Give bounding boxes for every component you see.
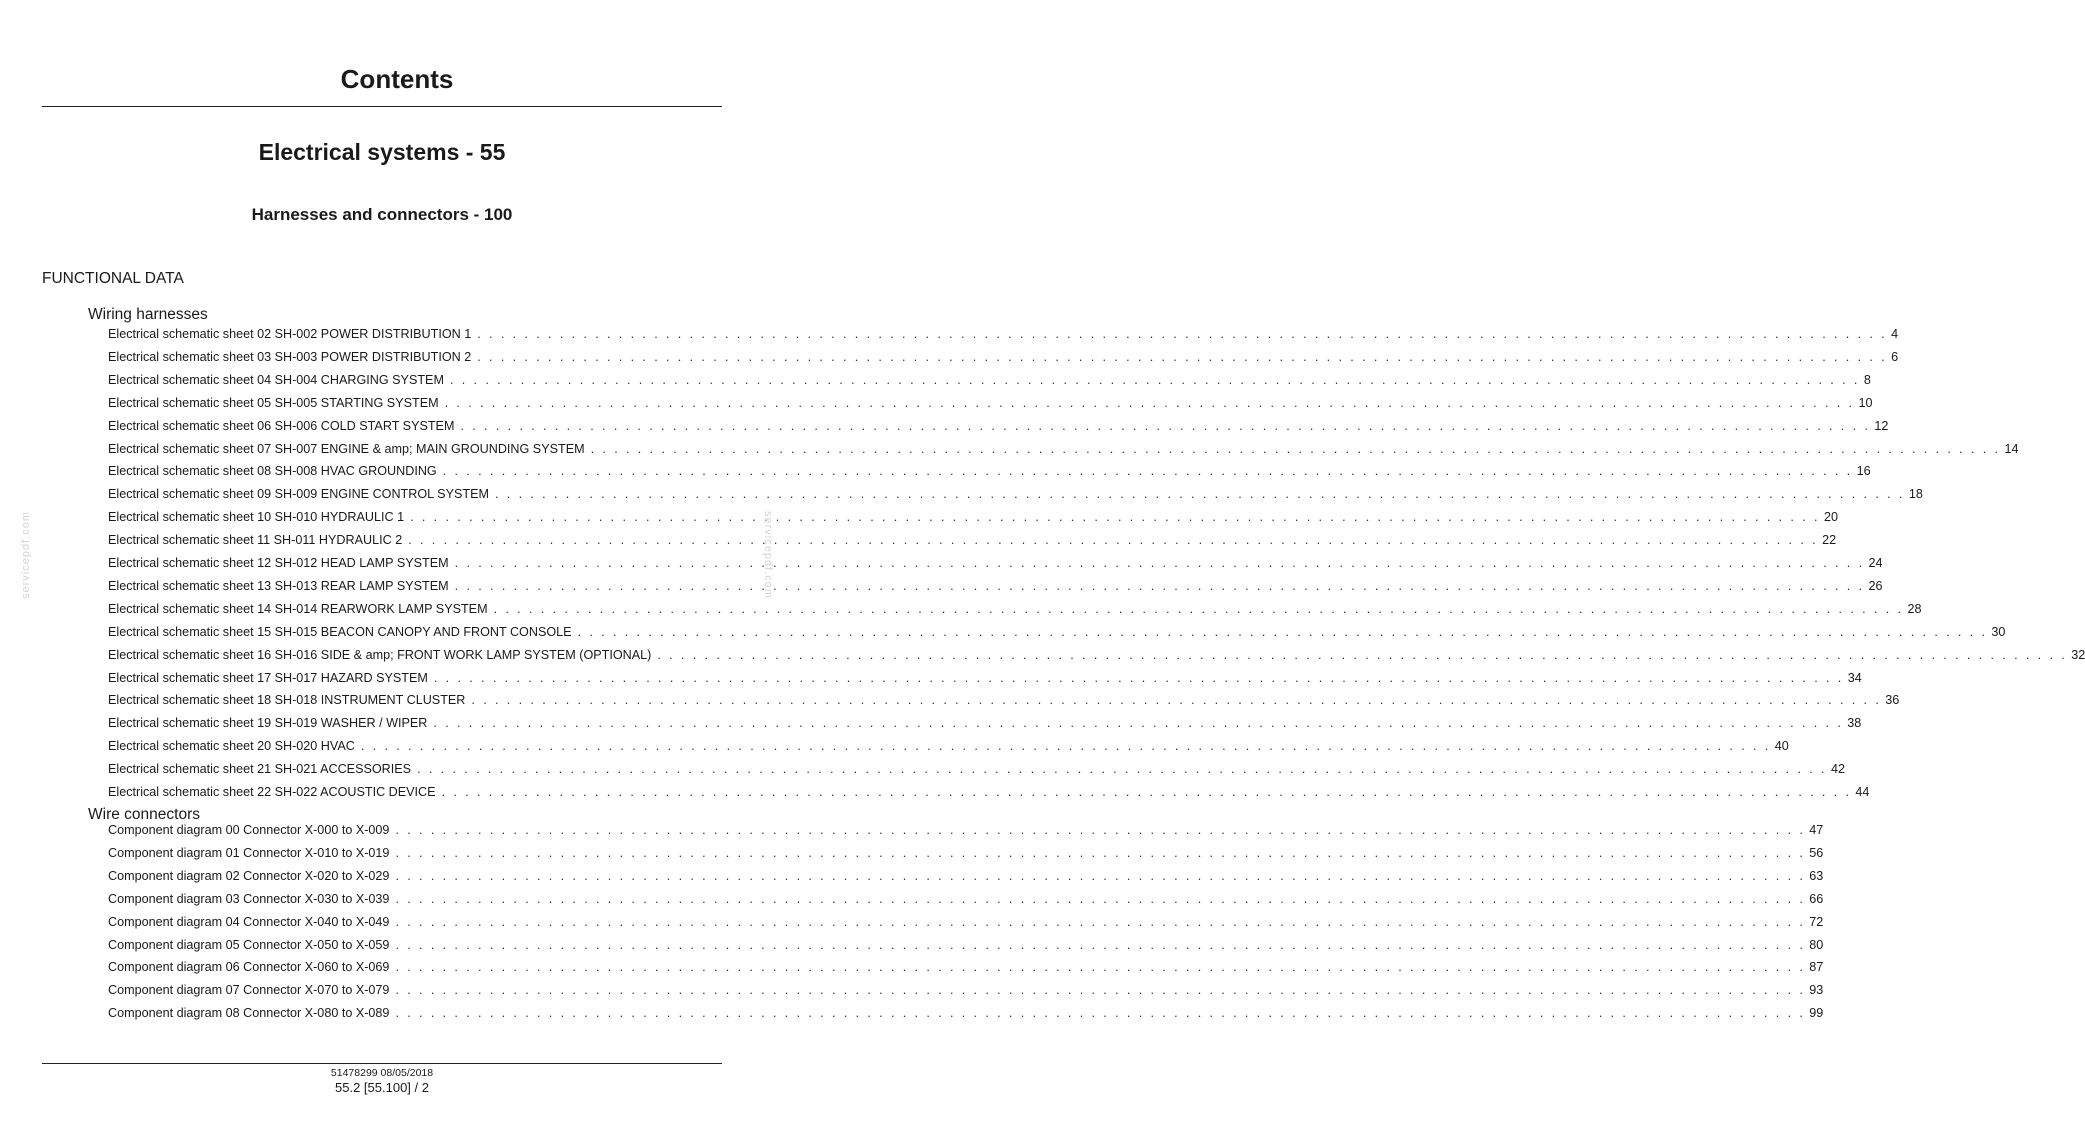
dot-leader: . . . . . . . . . . . . . . . . . . . . . . . . . . . . . . . . . . . . . . . . . . . . . . . . . . . . . . . . . . . . . . . . . . . . . . . . . . . . . . . . . . . . . . . . . . . . . . . . . . . . . . . . . . . . . . . . . . . . . . . . <box>395 937 1806 952</box>
footer-page-reference: 55.2 [55.100] / 2 <box>335 1080 429 1095</box>
dot-leader: . . . . . . . . . . . . . . . . . . . . . . . . . . . . . . . . . . . . . . . . . . . . . . . . . . . . . . . . . . . . . . . . . . . . . . . . . . . . . . . . . . . . . . . . . . . . . . . . . . . . . . . . . . . . . . . . . . . . . . . . <box>395 823 1806 837</box>
toc-entry[interactable] <box>108 441 2019 460</box>
toc-entry[interactable] <box>108 670 1862 689</box>
toc-entry-page-number: 10 <box>1858 395 1873 410</box>
toc-entry-page-number: 72 <box>1809 914 1824 929</box>
section-title: Electrical systems - 55 <box>258 139 506 165</box>
dot-leader: . . . . . . . . . . . . . . . . . . . . . . . . . . . . . . . . . . . . . . . . . . . . . . . . . . . . . . . . . . . . . . . . . . . . . . . . . . . . . . . . . . . . . . . . . . . . . . . . . . . . . . . . . . . . . . . . . . . . . . . . <box>395 960 1806 975</box>
toc-entry-page-number: 56 <box>1809 845 1824 860</box>
dot-leader: . . . . . . . . . . . . . . . . . . . . . . . . . . . . . . . . . . . . . . . . . . . . . . . . . . . . . . . . . . . . . . . . . . . . . . . . . . . . . . . . . . . . . . . . . . . . . . . . . . . . . . . . . . . . . . . . . . . . . . . . <box>449 372 1860 387</box>
toc-entry-label: Electrical schematic sheet 12 SH-012 HEAD LAMP SYSTEM <box>108 556 449 570</box>
toc-entry-page-number: 28 <box>1907 601 1922 616</box>
toc-entry-label: Component diagram 03 Connector X-030 to X-039 <box>108 891 390 906</box>
toc-entry-page-number: 12 <box>1874 418 1889 433</box>
dot-leader: . . . . . . . . . . . . . . . . . . . . . . . . . . . . . . . . . . . . . . . . . . . . . . . . . . . . . . . . . . . . . . . . . . . . . . . . . . . . . . . . . . . . . . . . . . . . . . . . . . . . . . . . . . . . . . . . . . . . . . . . <box>460 418 1871 433</box>
toc-entry-page-number: 16 <box>1856 464 1871 479</box>
toc-entry[interactable] <box>108 762 1845 780</box>
dot-leader: . . . . . . . . . . . . . . . . . . . . . . . . . . . . . . . . . . . . . . . . . . . . . . . . . . . . . . . . . . . . . . . . . . . . . . . . . . . . . . . . . . . . . . . . . . . . . . . . . . . . . . . . . . . . . . . . . . . . . . . . <box>444 395 1855 410</box>
dot-leader: . . . . . . . . . . . . . . . . . . . . . . . . . . . . . . . . . . . . . . . . . . . . . . . . . . . . . . . . . . . . . . . . . . . . . . . . . . . . . . . . . . . . . . . . . . . . . . . . . . . . . . . . . . . . . . . . . . . . . . . . <box>395 845 1806 860</box>
watermark-left: servicepdf.com <box>20 511 32 599</box>
footer-document-reference: 51478299 08/05/2018 <box>330 1067 434 1079</box>
toc-entry-page-number: 42 <box>1830 762 1845 777</box>
toc-entry-label: Electrical schematic sheet 06 SH-006 COLD START SYSTEM <box>108 418 455 433</box>
toc-entry-label: Electrical schematic sheet 11 SH-011 HYDRAULIC 2 <box>108 533 403 548</box>
toc-entry-label: Component diagram 01 Connector X-010 to X-019 <box>108 845 390 860</box>
dot-leader: . . . . . . . . . . . . . . . . . . . . . . . . . . . . . . . . . . . . . . . . . . . . . . . . . . . . . . . . . . . . . . . . . . . . . . . . . . . . . . . . . . . . . . . . . . . . . . . . . . . . . . . . . . . . . . . . . . . . . . . . <box>408 533 1819 548</box>
toc-entry-page-number: 6 <box>1891 349 1899 364</box>
toc-entry-label: Component diagram 06 Connector X-060 to X-069 <box>108 960 390 975</box>
toc-entry-page-number: 99 <box>1809 1006 1824 1021</box>
toc-entry[interactable] <box>108 914 1824 933</box>
dot-leader: . . . . . . . . . . . . . . . . . . . . . . . . . . . . . . . . . . . . . . . . . . . . . . . . . . . . . . . . . . . . . . . . . . . . . . . . . . . . . . . . . . . . . . . . . . . . . . . . . . . . . . . . . . . . . . . . . . . . . . . . <box>395 868 1806 883</box>
toc-entry-page-number: 38 <box>1847 716 1862 731</box>
toc-entry[interactable] <box>108 983 1824 1001</box>
toc-entry-page-number: 32 <box>2071 647 2085 662</box>
dot-leader: . . . . . . . . . . . . . . . . . . . . . . . . . . . . . . . . . . . . . . . . . . . . . . . . . . . . . . . . . . . . . . . . . . . . . . . . . . . . . . . . . . . . . . . . . . . . . . . . . . . . . . . . . . . . . . . . . . . . . . . . <box>433 670 1844 685</box>
dot-leader: . . . . . . . . . . . . . . . . . . . . . . . . . . . . . . . . . . . . . . . . . . . . . . . . . . . . . . . . . . . . . . . . . . . . . . . . . . . . . . . . . . . . . . . . . . . . . . . . . . . . . . . . . . . . . . . . . . . . . . . . <box>454 556 1865 570</box>
group-heading: Wiring harnesses <box>88 306 208 323</box>
toc-entry-page-number: 87 <box>1809 960 1824 975</box>
toc-entry[interactable] <box>108 845 1824 864</box>
dot-leader: . . . . . . . . . . . . . . . . . . . . . . . . . . . . . . . . . . . . . . . . . . . . . . . . . . . . . . . . . . . . . . . . . . . . . . . . . . . . . . . . . . . . . . . . . . . . . . . . . . . . . . . . . . . . . . . . . . . . . . . . <box>577 624 1988 639</box>
dot-leader: . . . . . . . . . . . . . . . . . . . . . . . . . . . . . . . . . . . . . . . . . . . . . . . . . . . . . . . . . . . . . . . . . . . . . . . . . . . . . . . . . . . . . . . . . . . . . . . . . . . . . . . . . . . . . . . . . . . . . . . . <box>493 601 1904 616</box>
toc-entry-page-number: 40 <box>1774 739 1789 754</box>
group-heading: Wire connectors <box>88 806 200 823</box>
dot-leader: . . . . . . . . . . . . . . . . . . . . . . . . . . . . . . . . . . . . . . . . . . . . . . . . . . . . . . . . . . . . . . . . . . . . . . . . . . . . . . . . . . . . . . . . . . . . . . . . . . . . . . . . . . . . . . . . . . . . . . . . <box>454 578 1865 593</box>
dot-leader: . . . . . . . . . . . . . . . . . . . . . . . . . . . . . . . . . . . . . . . . . . . . . . . . . . . . . . . . . . . . . . . . . . . . . . . . . . . . . . . . . . . . . . . . . . . . . . . . . . . . . . . . . . . . . . . . . . . . . . . . <box>441 785 1852 799</box>
dot-leader: . . . . . . . . . . . . . . . . . . . . . . . . . . . . . . . . . . . . . . . . . . . . . . . . . . . . . . . . . . . . . . . . . . . . . . . . . . . . . . . . . . . . . . . . . . . . . . . . . . . . . . . . . . . . . . . . . . . . . . . . <box>395 914 1806 929</box>
toc-entry-page-number: 24 <box>1868 556 1883 570</box>
toc-entry-label: Component diagram 04 Connector X-040 to X-049 <box>108 914 390 929</box>
toc-entry-page-number: 4 <box>1891 327 1899 341</box>
toc-entry-page-number: 63 <box>1809 868 1824 883</box>
toc-entry[interactable] <box>108 327 1899 345</box>
dot-leader: . . . . . . . . . . . . . . . . . . . . . . . . . . . . . . . . . . . . . . . . . . . . . . . . . . . . . . . . . . . . . . . . . . . . . . . . . . . . . . . . . . . . . . . . . . . . . . . . . . . . . . . . . . . . . . . . . . . . . . . . <box>417 762 1827 777</box>
dot-leader: . . . . . . . . . . . . . . . . . . . . . . . . . . . . . . . . . . . . . . . . . . . . . . . . . . . . . . . . . . . . . . . . . . . . . . . . . . . . . . . . . . . . . . . . . . . . . . . . . . . . . . . . . . . . . . . . . . . . . . . . <box>395 1006 1806 1021</box>
dot-leader: . . . . . . . . . . . . . . . . . . . . . . . . . . . . . . . . . . . . . . . . . . . . . . . . . . . . . . . . . . . . . . . . . . . . . . . . . . . . . . . . . . . . . . . . . . . . . . . . . . . . . . . . . . . . . . . . . . . . . . . . <box>410 510 1820 525</box>
toc-entry-label: Electrical schematic sheet 04 SH-004 CHARGING SYSTEM <box>108 372 444 387</box>
toc-entry-label: Electrical schematic sheet 15 SH-015 BEACON CANOPY AND FRONT CONSOLE <box>108 624 572 639</box>
toc-entry-label: Electrical schematic sheet 18 SH-018 INSTRUMENT CLUSTER <box>108 693 466 708</box>
toc-entry-label: Electrical schematic sheet 20 SH-020 HVAC <box>108 739 355 754</box>
toc-entry-page-number: 8 <box>1863 372 1871 387</box>
dot-leader: . . . . . . . . . . . . . . . . . . . . . . . . . . . . . . . . . . . . . . . . . . . . . . . . . . . . . . . . . . . . . . . . . . . . . . . . . . . . . . . . . . . . . . . . . . . . . . . . . . . . . . . . . . . . . . . . . . . . . . . . <box>360 739 1771 754</box>
toc-entry[interactable] <box>108 372 1871 391</box>
toc-entry[interactable] <box>108 464 1871 482</box>
functional-data-heading: FUNCTIONAL DATA <box>42 270 184 287</box>
toc-entry-label: Electrical schematic sheet 08 SH-008 HVAC GROUNDING <box>108 464 437 479</box>
toc-entry-label: Electrical schematic sheet 19 SH-019 WASHER / WIPER <box>108 716 428 731</box>
toc-entry[interactable] <box>108 823 1824 841</box>
toc-entry[interactable] <box>108 693 1900 711</box>
dot-leader: . . . . . . . . . . . . . . . . . . . . . . . . . . . . . . . . . . . . . . . . . . . . . . . . . . . . . . . . . . . . . . . . . . . . . . . . . . . . . . . . . . . . . . . . . . . . . . . . . . . . . . . . . . . . . . . . . . . . . . . . <box>657 647 2068 662</box>
toc-entry-label: Component diagram 08 Connector X-080 to X-089 <box>108 1006 390 1021</box>
dot-leader: . . . . . . . . . . . . . . . . . . . . . . . . . . . . . . . . . . . . . . . . . . . . . . . . . . . . . . . . . . . . . . . . . . . . . . . . . . . . . . . . . . . . . . . . . . . . . . . . . . . . . . . . . . . . . . . . . . . . . . . . <box>590 441 2001 456</box>
toc-entry-page-number: 66 <box>1809 891 1824 906</box>
toc-entry[interactable] <box>108 1006 1824 1024</box>
title-divider <box>42 106 722 107</box>
toc-entry-page-number: 34 <box>1847 670 1862 685</box>
toc-entry-label: Electrical schematic sheet 07 SH-007 ENGINE & amp; MAIN GROUNDING SYSTEM <box>108 441 585 456</box>
toc-entry-label: Component diagram 07 Connector X-070 to X-079 <box>108 983 390 998</box>
toc-entry[interactable] <box>108 556 1883 574</box>
toc-entry-label: Component diagram 02 Connector X-020 to X-029 <box>108 868 390 883</box>
page-title: Contents <box>340 64 454 94</box>
toc-entry-label: Electrical schematic sheet 05 SH-005 STARTING SYSTEM <box>108 395 439 410</box>
toc-entry-label: Electrical schematic sheet 17 SH-017 HAZARD SYSTEM <box>108 670 428 685</box>
toc-entry-page-number: 30 <box>1991 624 2006 639</box>
toc-entry[interactable] <box>108 395 1873 414</box>
toc-entry-label: Electrical schematic sheet 14 SH-014 REARWORK LAMP SYSTEM <box>108 601 488 616</box>
toc-entry[interactable] <box>108 891 1824 910</box>
dot-leader: . . . . . . . . . . . . . . . . . . . . . . . . . . . . . . . . . . . . . . . . . . . . . . . . . . . . . . . . . . . . . . . . . . . . . . . . . . . . . . . . . . . . . . . . . . . . . . . . . . . . . . . . . . . . . . . . . . . . . . . . <box>471 693 1882 708</box>
toc-entry-page-number: 18 <box>1908 487 1923 502</box>
toc-entry[interactable] <box>108 785 1870 803</box>
toc-entry-page-number: 80 <box>1809 937 1824 952</box>
toc-entry[interactable] <box>108 601 1922 620</box>
dot-leader: . . . . . . . . . . . . . . . . . . . . . . . . . . . . . . . . . . . . . . . . . . . . . . . . . . . . . . . . . . . . . . . . . . . . . . . . . . . . . . . . . . . . . . . . . . . . . . . . . . . . . . . . . . . . . . . . . . . . . . . . <box>494 487 1905 502</box>
toc-entry-label: Electrical schematic sheet 02 SH-002 POWER DISTRIBUTION 1 <box>108 327 472 341</box>
dot-leader: . . . . . . . . . . . . . . . . . . . . . . . . . . . . . . . . . . . . . . . . . . . . . . . . . . . . . . . . . . . . . . . . . . . . . . . . . . . . . . . . . . . . . . . . . . . . . . . . . . . . . . . . . . . . . . . . . . . . . . . . <box>395 983 1806 998</box>
dot-leader: . . . . . . . . . . . . . . . . . . . . . . . . . . . . . . . . . . . . . . . . . . . . . . . . . . . . . . . . . . . . . . . . . . . . . . . . . . . . . . . . . . . . . . . . . . . . . . . . . . . . . . . . . . . . . . . . . . . . . . . . <box>477 349 1888 364</box>
toc-entry-page-number: 20 <box>1823 510 1838 525</box>
toc-entry-page-number: 47 <box>1809 823 1824 837</box>
toc-entry-page-number: 93 <box>1809 983 1824 998</box>
toc-entry[interactable] <box>108 716 1862 734</box>
toc-entry-page-number: 22 <box>1822 533 1837 548</box>
toc-entry[interactable] <box>108 624 2006 643</box>
toc-entry-label: Electrical schematic sheet 13 SH-013 REAR LAMP SYSTEM <box>108 578 449 593</box>
toc-entry-label: Electrical schematic sheet 16 SH-016 SIDE & amp; FRONT WORK LAMP SYSTEM (OPTIONAL) <box>108 647 652 662</box>
toc-entry[interactable] <box>108 418 1889 437</box>
footer-divider <box>42 1063 722 1064</box>
toc-entry[interactable] <box>108 647 2085 666</box>
toc-entry-page-number: 44 <box>1855 785 1870 799</box>
toc-entry-label: Electrical schematic sheet 22 SH-022 ACOUSTIC DEVICE <box>108 785 436 799</box>
watermark-right: servicepdf.com <box>762 511 774 599</box>
toc-entry-label: Component diagram 00 Connector X-000 to X-009 <box>108 823 390 837</box>
toc-entry-label: Electrical schematic sheet 09 SH-009 ENGINE CONTROL SYSTEM <box>108 487 489 502</box>
toc-entry[interactable] <box>108 868 1824 887</box>
dot-leader: . . . . . . . . . . . . . . . . . . . . . . . . . . . . . . . . . . . . . . . . . . . . . . . . . . . . . . . . . . . . . . . . . . . . . . . . . . . . . . . . . . . . . . . . . . . . . . . . . . . . . . . . . . . . . . . . . . . . . . . . <box>442 464 1853 479</box>
subsection-title: Harnesses and connectors - 100 <box>251 205 513 224</box>
toc-entry-label: Electrical schematic sheet 21 SH-021 ACCESSORIES <box>108 762 412 777</box>
toc-entry-label: Electrical schematic sheet 10 SH-010 HYDRAULIC 1 <box>108 510 405 525</box>
toc-entry-page-number: 36 <box>1885 693 1900 708</box>
toc-entry[interactable] <box>108 937 1824 956</box>
toc-entry[interactable] <box>108 533 1837 551</box>
toc-entry[interactable] <box>108 578 1883 597</box>
toc-entry[interactable] <box>108 960 1824 978</box>
toc-entry-page-number: 14 <box>2004 441 2019 456</box>
toc-entry[interactable] <box>108 487 1923 505</box>
dot-leader: . . . . . . . . . . . . . . . . . . . . . . . . . . . . . . . . . . . . . . . . . . . . . . . . . . . . . . . . . . . . . . . . . . . . . . . . . . . . . . . . . . . . . . . . . . . . . . . . . . . . . . . . . . . . . . . . . . . . . . . . <box>395 891 1806 906</box>
toc-entry[interactable] <box>108 510 1838 528</box>
toc-entry[interactable] <box>108 739 1789 757</box>
dot-leader: . . . . . . . . . . . . . . . . . . . . . . . . . . . . . . . . . . . . . . . . . . . . . . . . . . . . . . . . . . . . . . . . . . . . . . . . . . . . . . . . . . . . . . . . . . . . . . . . . . . . . . . . . . . . . . . . . . . . . . . . <box>477 327 1888 341</box>
dot-leader: . . . . . . . . . . . . . . . . . . . . . . . . . . . . . . . . . . . . . . . . . . . . . . . . . . . . . . . . . . . . . . . . . . . . . . . . . . . . . . . . . . . . . . . . . . . . . . . . . . . . . . . . . . . . . . . . . . . . . . . . <box>433 716 1844 731</box>
toc-entry-label: Component diagram 05 Connector X-050 to X-059 <box>108 937 390 952</box>
toc-entry[interactable] <box>108 349 1899 368</box>
toc-entry-label: Electrical schematic sheet 03 SH-003 POWER DISTRIBUTION 2 <box>108 349 472 364</box>
toc-entry-page-number: 26 <box>1868 578 1883 593</box>
